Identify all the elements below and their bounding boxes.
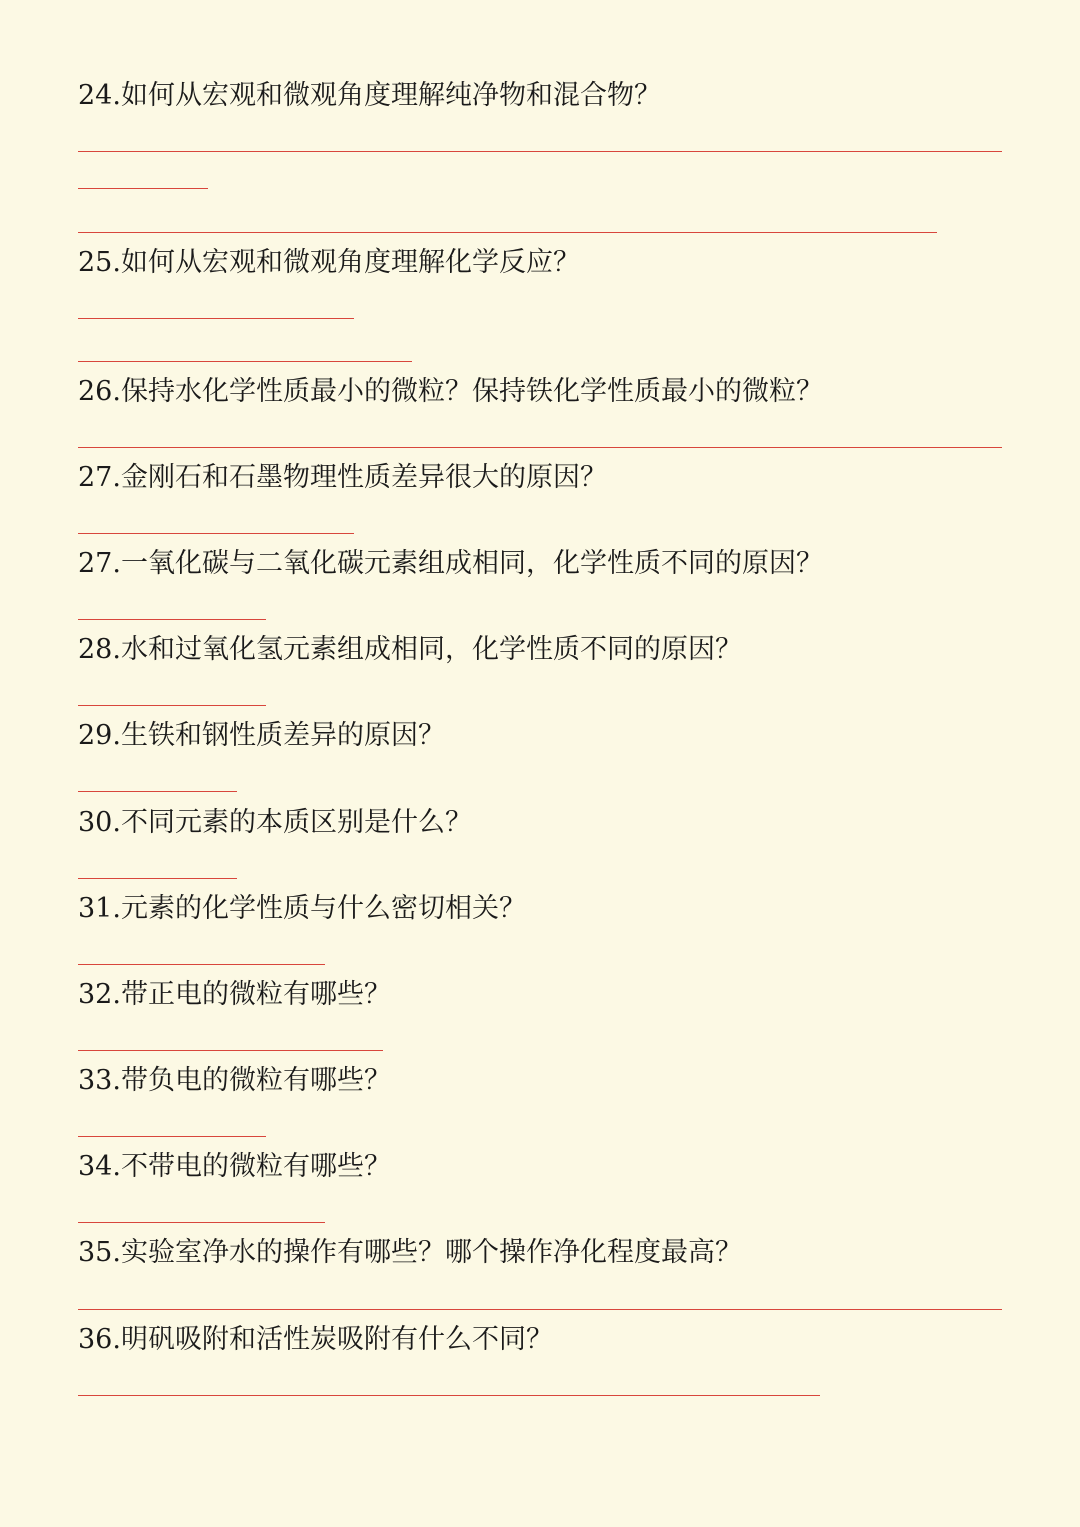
- answer-line: [78, 619, 266, 620]
- answer-line: [78, 361, 412, 362]
- answer-line: [78, 705, 266, 706]
- answer-line: [78, 791, 237, 792]
- question-29: 29.生铁和钢性质差异的原因？: [78, 720, 445, 751]
- answer-line: [78, 1136, 266, 1137]
- answer-line: [78, 151, 1002, 152]
- answer-line: [78, 964, 325, 965]
- question-24: 24.如何从宏观和微观角度理解纯净物和混合物？: [78, 80, 661, 111]
- question-36: 36.明矾吸附和活性炭吸附有什么不同？: [78, 1324, 553, 1355]
- question-32: 32.带正电的微粒有哪些？: [78, 979, 391, 1010]
- answer-line: [78, 447, 1002, 448]
- question-31: 31.元素的化学性质与什么密切相关？: [78, 893, 526, 924]
- question-27b: 27.一氧化碳与二氧化碳元素组成相同，化学性质不同的原因？: [78, 548, 823, 579]
- answer-line: [78, 318, 354, 319]
- answer-line: [78, 232, 937, 233]
- question-25: 25.如何从宏观和微观角度理解化学反应？: [78, 247, 580, 278]
- question-35: 35.实验室净水的操作有哪些？哪个操作净化程度最高？: [78, 1237, 742, 1268]
- question-34: 34.不带电的微粒有哪些？: [78, 1151, 391, 1182]
- answer-line: [78, 1395, 820, 1396]
- answer-line: [78, 1309, 1002, 1310]
- question-28: 28.水和过氧化氢元素组成相同，化学性质不同的原因？: [78, 634, 742, 665]
- answer-line: [78, 188, 208, 189]
- question-26: 26.保持水化学性质最小的微粒？保持铁化学性质最小的微粒？: [78, 376, 823, 407]
- question-33: 33.带负电的微粒有哪些？: [78, 1065, 391, 1096]
- answer-line: [78, 1050, 383, 1051]
- answer-line: [78, 533, 354, 534]
- answer-line: [78, 1222, 325, 1223]
- question-27a: 27.金刚石和石墨物理性质差异很大的原因？: [78, 462, 607, 493]
- answer-line: [78, 878, 237, 879]
- question-30: 30.不同元素的本质区别是什么？: [78, 807, 472, 838]
